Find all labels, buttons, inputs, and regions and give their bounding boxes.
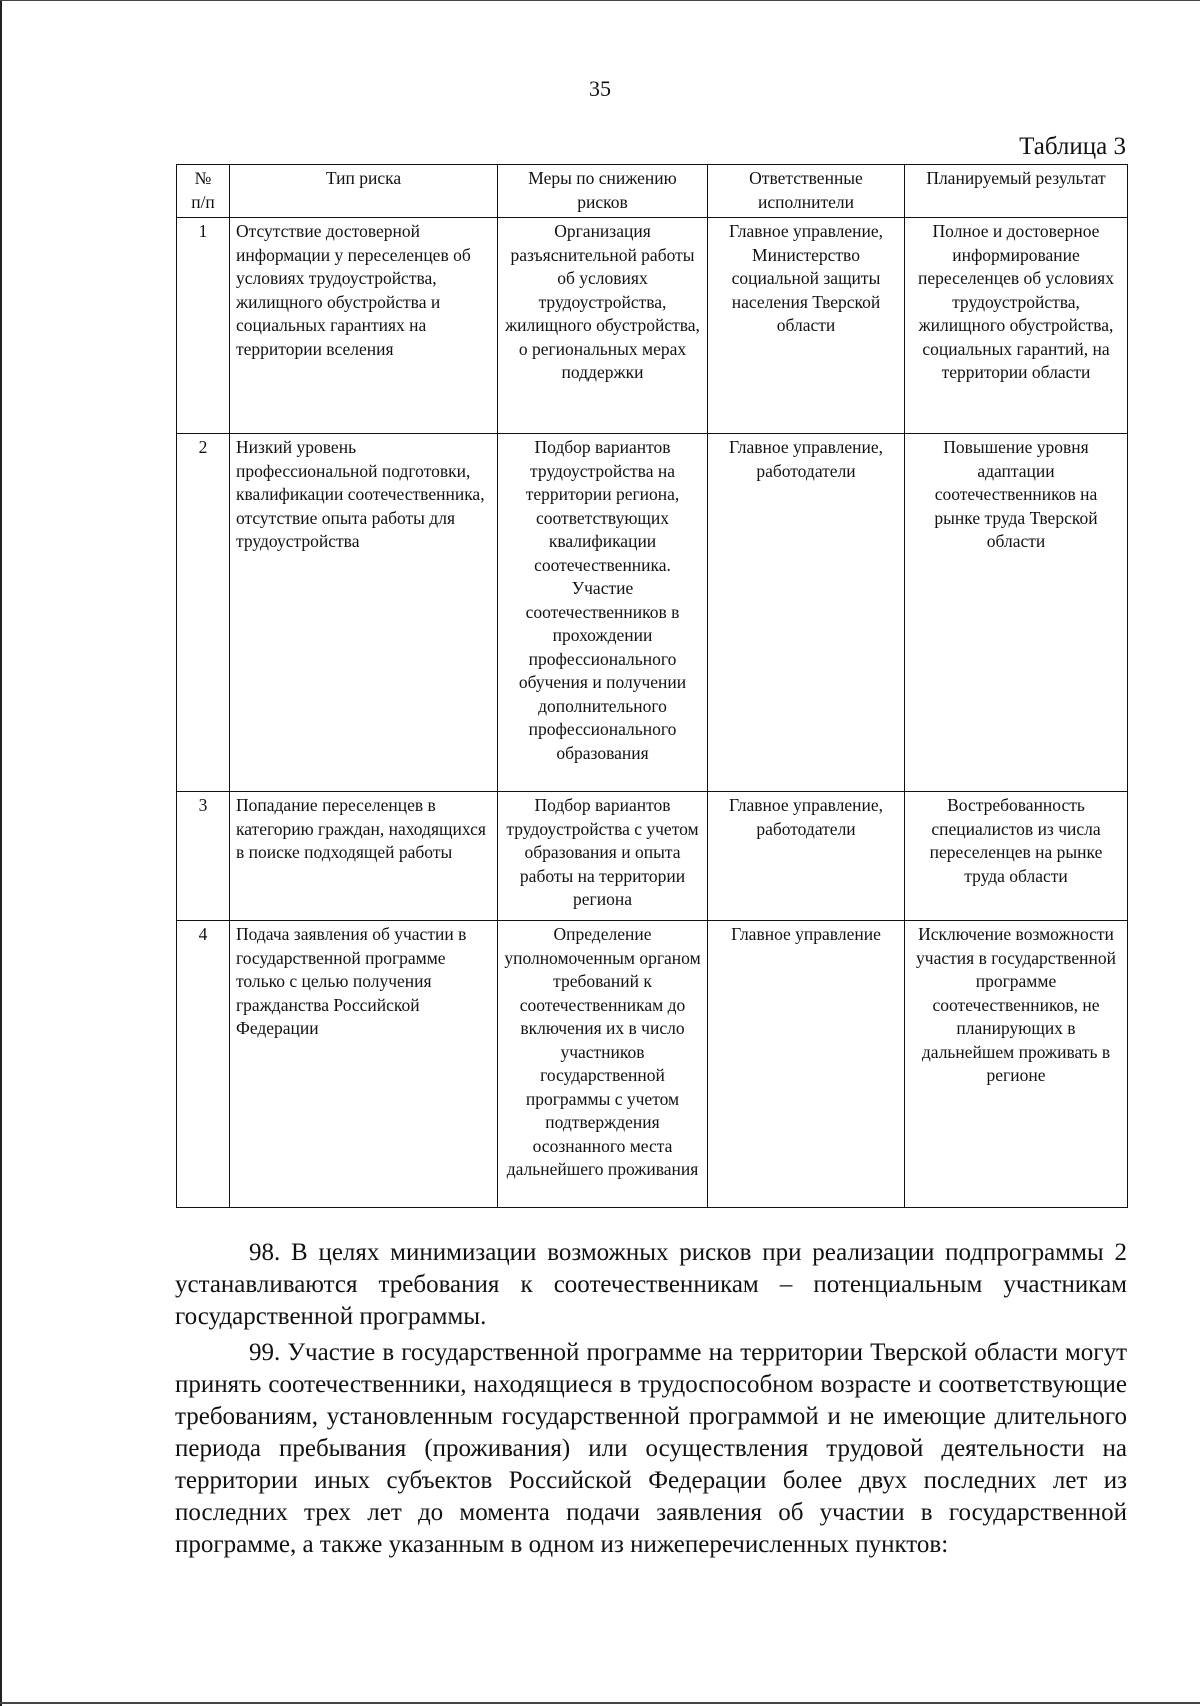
row-number: 1 xyxy=(177,218,230,434)
scan-edge-left xyxy=(0,0,2,1706)
table-row xyxy=(177,434,1128,792)
paragraph-99-block xyxy=(175,1337,1127,1561)
paragraph-99: 99. Участие в государственной программе на территории Тверской области могут принять соотечественники, находящиеся в трудоспособном возрасте и соответствующие требованиям, установленным государственной программой и не имеющие длительного периода пребывания (проживания) или осуществления трудовой деятельности на территории иных субъектов Российской Федерации более двух последних лет из последних трех лет до момента подачи заявления об участии в государственной программе, а также указанным в одном из нижеперечисленных пунктов: xyxy=(175,1339,1127,1558)
header-risk-type: Тип риска xyxy=(230,165,498,218)
table-caption: Таблица 3 xyxy=(1019,133,1126,160)
result-cell: Исключение возможности участия в государственной программе соотечественников, не планирующих в дальнейшем проживать в регионе xyxy=(905,921,1128,1208)
header-result: Планируемый результат xyxy=(905,165,1128,218)
risk-cell: Низкий уровень профессиональной подготовки, квалификации соотечественника, отсутствие опыта работы для трудоустройства xyxy=(230,434,498,792)
table-row xyxy=(177,218,1128,434)
result-cell: Повышение уровня адаптации соотечественников на рынке труда Тверской области xyxy=(905,434,1128,792)
row-number: 3 xyxy=(177,792,230,921)
scan-edge-top xyxy=(0,0,1200,1)
risk-cell: Попадание переселенцев в категорию граждан, находящихся в поиске подходящей работы xyxy=(230,792,498,921)
paragraph-98-block xyxy=(175,1237,1127,1333)
risk-cell: Подача заявления об участии в государственной программе только с целью получения гражданства Российской Федерации xyxy=(230,921,498,1208)
table-row xyxy=(177,792,1128,921)
risk-cell: Отсутствие достоверной информации у переселенцев об условиях трудоустройства, жилищного обустройства и социальных гарантиях на территории вселения xyxy=(230,218,498,434)
table-row xyxy=(177,921,1128,1208)
table-header-row xyxy=(177,165,1128,218)
risk-table xyxy=(176,164,1128,1208)
row-number: 2 xyxy=(177,434,230,792)
responsible-cell: Главное управление, работодатели xyxy=(708,792,905,921)
header-measures: Меры по снижению рисков xyxy=(498,165,708,218)
page-number: 35 xyxy=(589,76,611,101)
result-cell: Полное и достоверное информирование переселенцев об условиях трудоустройства, жилищного обустройства, социальных гарантий, на территории области xyxy=(905,218,1128,434)
row-number: 4 xyxy=(177,921,230,1208)
paragraph-98: 98. В целях минимизации возможных рисков при реализации подпрограммы 2 устанавливаются требования к соотечественникам – потенциальным участникам государственной программы. xyxy=(175,1239,1127,1330)
header-responsible: Ответственные исполнители xyxy=(708,165,905,218)
measures-cell: Организация разъяснительной работы об условиях трудоустройства, жилищного обустройства, о региональных мерах поддержки xyxy=(498,218,708,434)
responsible-cell: Главное управление xyxy=(708,921,905,1208)
responsible-cell: Главное управление, работодатели xyxy=(708,434,905,792)
responsible-cell: Главное управление, Министерство социальной защиты населения Тверской области xyxy=(708,218,905,434)
result-cell: Востребованность специалистов из числа переселенцев на рынке труда области xyxy=(905,792,1128,921)
header-num: № п/п xyxy=(177,165,230,218)
measures-cell: Определение уполномоченным органом требований к соотечественникам до включения их в число участников государственной программы с учетом подтверждения осознанного места дальнейшего проживания xyxy=(498,921,708,1208)
measures-cell: Подбор вариантов трудоустройства с учетом образования и опыта работы на территории региона xyxy=(498,792,708,921)
measures-cell: Подбор вариантов трудоустройства на территории региона, соответствующих квалификации соотечественника. Участие соотечественников в прохождении профессионального обучения и получении дополнительного профессионального образования xyxy=(498,434,708,792)
scan-edge-bottom xyxy=(0,1702,1200,1704)
